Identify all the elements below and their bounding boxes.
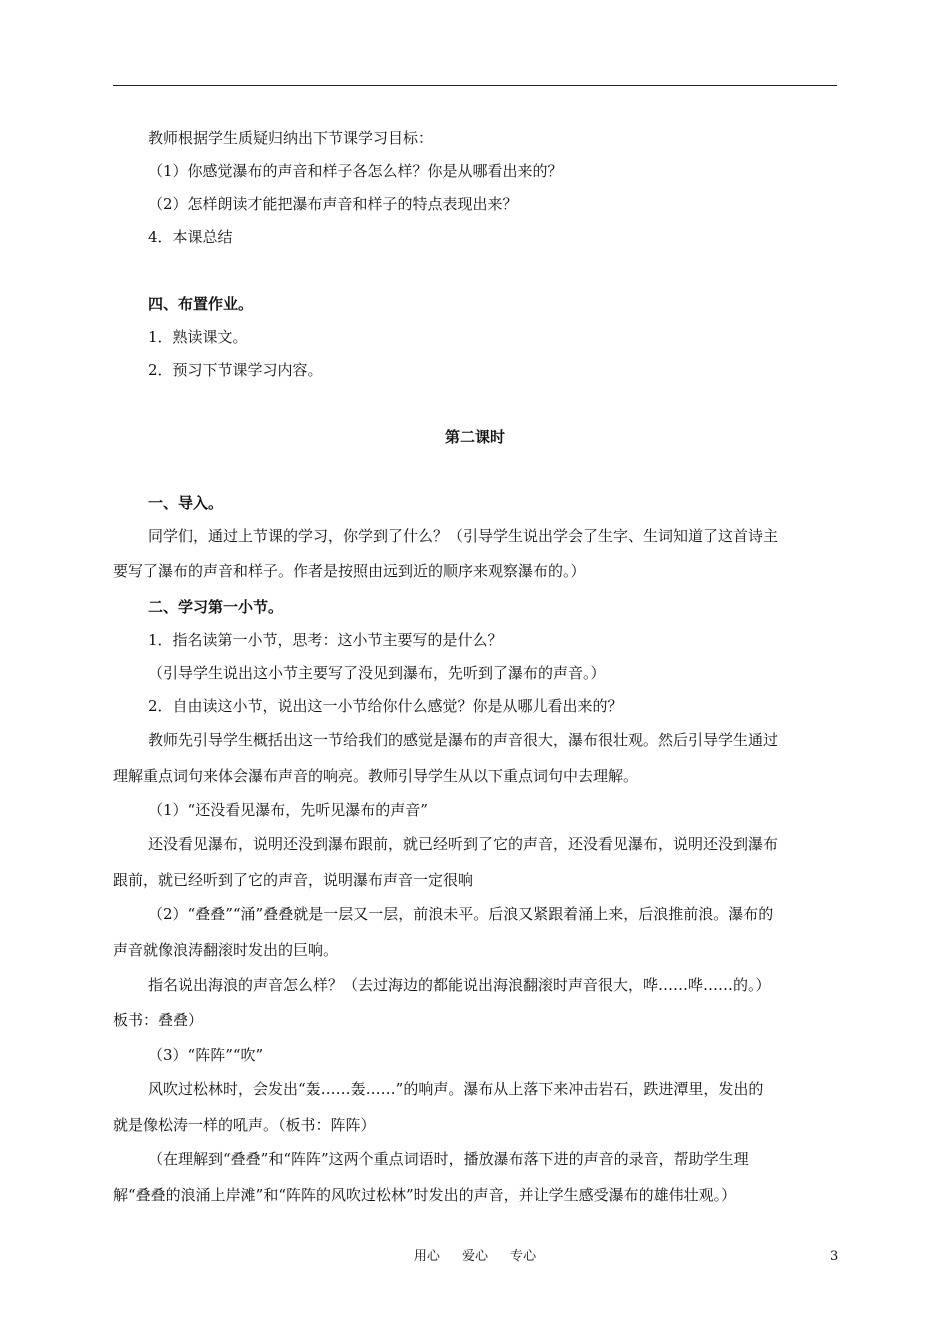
paragraph-line: 跟前，就已经听到了它的声音，说明瀑布声音一定很响 (113, 871, 474, 889)
list-item: （1）“还没看见瀑布，先听见瀑布的声音” (148, 801, 428, 819)
paragraph-line: 解“叠叠的浪涌上岸滩”和“阵阵的风吹过松林”时发出的声音，并让学生感受瀑布的雄伟壮观。） (113, 1186, 737, 1204)
list-item: 2．预习下节课学习内容。 (148, 361, 323, 379)
paragraph-line: 指名说出海浪的声音怎么样？（去过海边的都能说出海浪翻滚时声音很大，哗……哗……的。） (148, 976, 771, 994)
paragraph-line: （引导学生说出这小节主要写了没见到瀑布，先听到了瀑布的声音。） (148, 664, 606, 682)
list-item: 1．熟读课文。 (148, 328, 248, 346)
paragraph-line: 还没看见瀑布，说明还没到瀑布跟前，就已经听到了它的声音，还没看见瀑布，说明还没到瀑布 (148, 835, 779, 853)
paragraph-line: 教师先引导学生概括出这一节给我们的感觉是瀑布的声音很大，瀑布很壮观。然后引导学生通过 (148, 731, 779, 749)
paragraph-line: （2）“叠叠”“涌”叠叠就是一层又一层，前浪未平。后浪又紧跟着涌上来，后浪推前浪。瀑布的 (148, 905, 774, 923)
paragraph-line: 就是像松涛一样的吼声。（板书：阵阵） (113, 1116, 376, 1134)
paragraph-line: 理解重点词句来体会瀑布声音的响亮。教师引导学生从以下重点词句中去理解。 (113, 767, 639, 785)
footer-motto: 爱心 (461, 1249, 488, 1264)
paragraph-line: （在理解到“叠叠”和“阵阵”这两个重点词语时，播放瀑布落下进的声音的录音，帮助学生理 (148, 1150, 749, 1168)
paragraph-line: 声音就像浪涛翻滚时发出的巨响。 (113, 941, 339, 959)
footer-motto: 用心 (413, 1249, 440, 1264)
paragraph-line: 要写了瀑布的声音和样子。作者是按照由远到近的顺序来观察瀑布的。） (113, 562, 586, 580)
section-heading: 二、学习第一小节。 (148, 598, 284, 616)
paragraph-line: 板书：叠叠） (113, 1011, 204, 1029)
page-number: 3 (830, 1249, 839, 1264)
list-item: （2）怎样朗读才能把瀑布声音和样子的特点表现出来？ (148, 195, 518, 213)
list-item: （1）你感觉瀑布的声音和样子各怎么样？你是从哪看出来的？ (148, 162, 563, 180)
section-heading: 一、导入。 (148, 494, 224, 512)
list-item: （3）“阵阵”“吹” (148, 1046, 264, 1064)
footer-motto: 专心 (510, 1249, 537, 1264)
paragraph-line: 同学们，通过上节课的学习，你学到了什么？（引导学生说出学会了生字、生词知道了这首诗主 (148, 527, 779, 545)
list-item: 2．自由读这小节，说出这一小节给你什么感觉？你是从哪儿看出来的？ (148, 697, 623, 715)
section-heading: 四、布置作业。 (148, 295, 254, 313)
paragraph-line: 风吹过松林时，会发出“轰……轰……”的响声。瀑布从上落下来冲击岩石，跌进潭里，发出的 (148, 1080, 764, 1098)
header-rule (113, 85, 837, 86)
page-footer (0, 1248, 950, 1266)
lesson-title: 第二课时 (444, 428, 505, 446)
list-item: 4．本课总结 (148, 228, 233, 246)
list-item: 1．指名读第一小节，思考：这小节主要写的是什么？ (148, 631, 503, 649)
paragraph-line: 教师根据学生质疑归纳出下节课学习目标： (148, 129, 434, 147)
